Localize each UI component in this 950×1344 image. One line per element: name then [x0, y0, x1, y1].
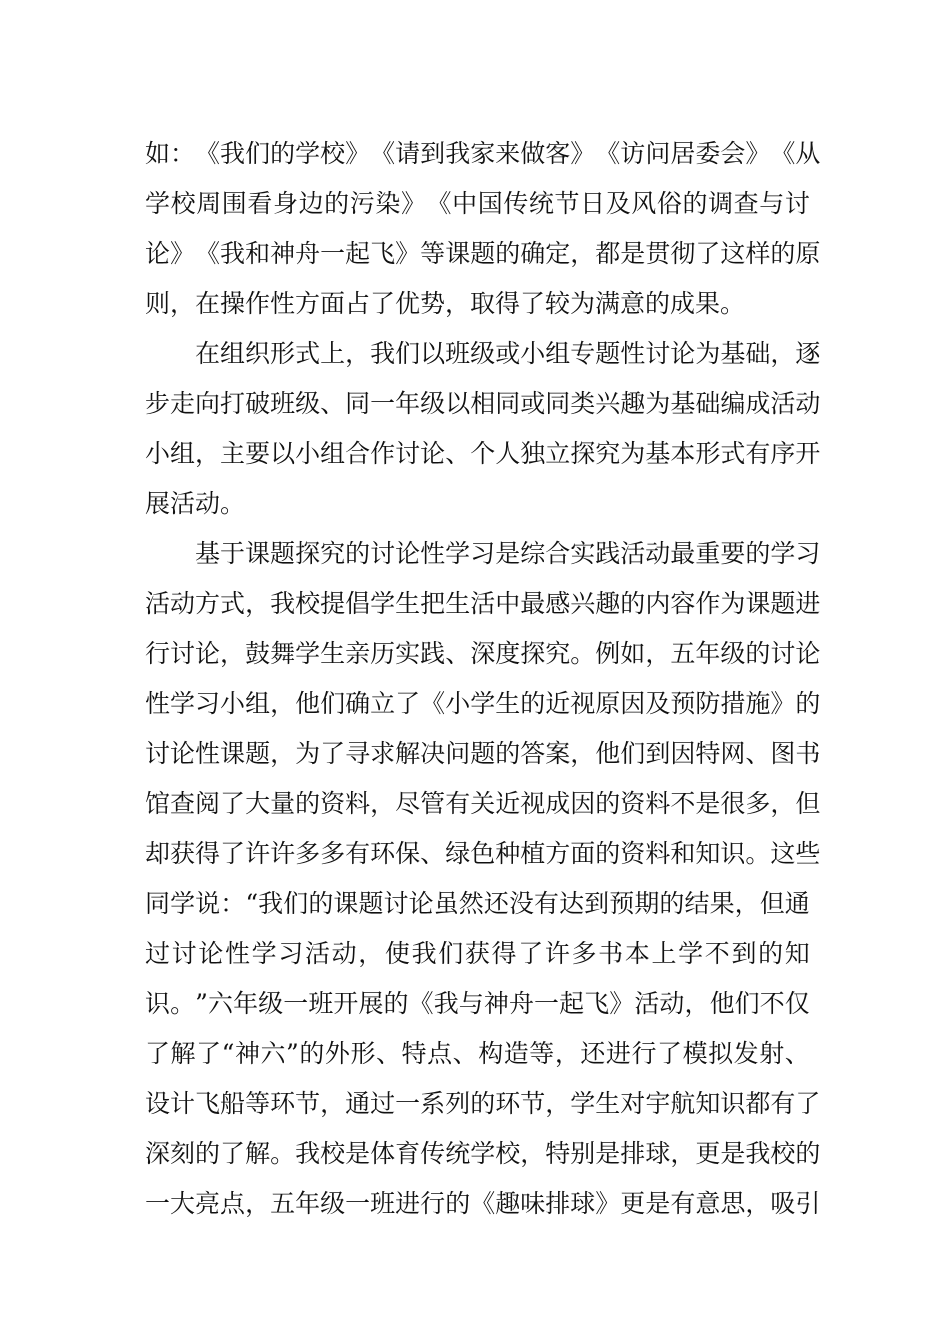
text-line: 活 动 方 式 ， 我 校 提 倡 学 生 把 生 活 中 最 感 兴 趣 的 内 容 作 为 课 题 进: [145, 589, 821, 618]
text-line: 基 于 课 题 探 究 的 讨 论 性 学 习 是 综 合 实 践 活 动 最 重 要 的 学 习: [195, 539, 821, 568]
text-line: 过 讨 论 性 学 习 活 动 ， 使 我 们 获 得 了 许 多 书 本 上 学 不 到 的 知: [145, 939, 810, 968]
text-line: 一 大 亮 点 ， 五 年 级 一 班 进 行 的 《 趣 味 排 球 》 更 是 有 意 思 ， 吸 引: [145, 1189, 821, 1218]
text-line: 展活动。: [145, 489, 246, 518]
text-line: 如 ： 《 我 们 的 学 校 》 《 请 到 我 家 来 做 客 》 《 访 问 居 委 会 》 《 从: [145, 139, 821, 168]
text-line: 在 组 织 形 式 上 ， 我 们 以 班 级 或 小 组 专 题 性 讨 论 为 基 础 ， 逐: [195, 339, 821, 368]
body-text: [145, 129, 821, 1229]
text-line: 行 讨 论 ， 鼓 舞 学 生 亲 历 实 践 、 深 度 探 究 。 例 如 ， 五 年 级 的 讨 论: [145, 639, 821, 668]
text-line: 同 学 说 ： “ 我 们 的 课 题 讨 论 虽 然 还 没 有 达 到 预 期 的 结 果 ， 但 通: [145, 889, 810, 918]
text-line: 却 获 得 了 许 许 多 多 有 环 保 、 绿 色 种 植 方 面 的 资 料 和 知 识 。 这 些: [145, 839, 821, 868]
text-line: 学 校 周 围 看 身 边 的 污 染 》 《 中 国 传 统 节 日 及 风 俗 的 调 查 与 讨: [145, 189, 810, 218]
text-line: 设 计 飞 船 等 环 节 ， 通 过 一 系 列 的 环 节 ， 学 生 对 宇 航 知 识 都 有 了: [145, 1089, 821, 1118]
text-line: 则，在操作性方面占了优势，取得了较为满意的成果。: [145, 289, 746, 318]
text-line: 小 组 ， 主 要 以 小 组 合 作 讨 论 、 个 人 独 立 探 究 为 基 本 形 式 有 序 开: [145, 439, 821, 468]
text-line: 馆 查 阅 了 大 量 的 资 料 ， 尽 管 有 关 近 视 成 因 的 资 料 不 是 很 多 ， 但: [145, 789, 821, 818]
text-line: 论 》 《 我 和 神 舟 一 起 飞 》 等 课 题 的 确 定 ， 都 是 贯 彻 了 这 样 的 原: [145, 239, 821, 268]
text-line: 步 走 向 打 破 班 级 、 同 一 年 级 以 相 同 或 同 类 兴 趣 为 基 础 编 成 活 动: [145, 389, 821, 418]
text-line: 识 。 ” 六 年 级 一 班 开 展 的 《 我 与 神 舟 一 起 飞 》 活 动 ， 他 们 不 仅: [145, 989, 810, 1018]
text-line: 讨 论 性 课 题 ， 为 了 寻 求 解 决 问 题 的 答 案 ， 他 们 到 因 特 网 、 图 书: [145, 739, 821, 768]
text-line: 性 学 习 小 组 ， 他 们 确 立 了 《 小 学 生 的 近 视 原 因 及 预 防 措 施 》 的: [145, 689, 821, 718]
text-line: 了 解 了 “ 神 六 ” 的 外 形 、 特 点 、 构 造 等 ， 还 进 行 了 模 拟 发 射 、: [145, 1039, 810, 1068]
text-line: 深 刻 的 了 解 。 我 校 是 体 育 传 统 学 校 ， 特 别 是 排 球 ， 更 是 我 校 的: [145, 1139, 821, 1168]
